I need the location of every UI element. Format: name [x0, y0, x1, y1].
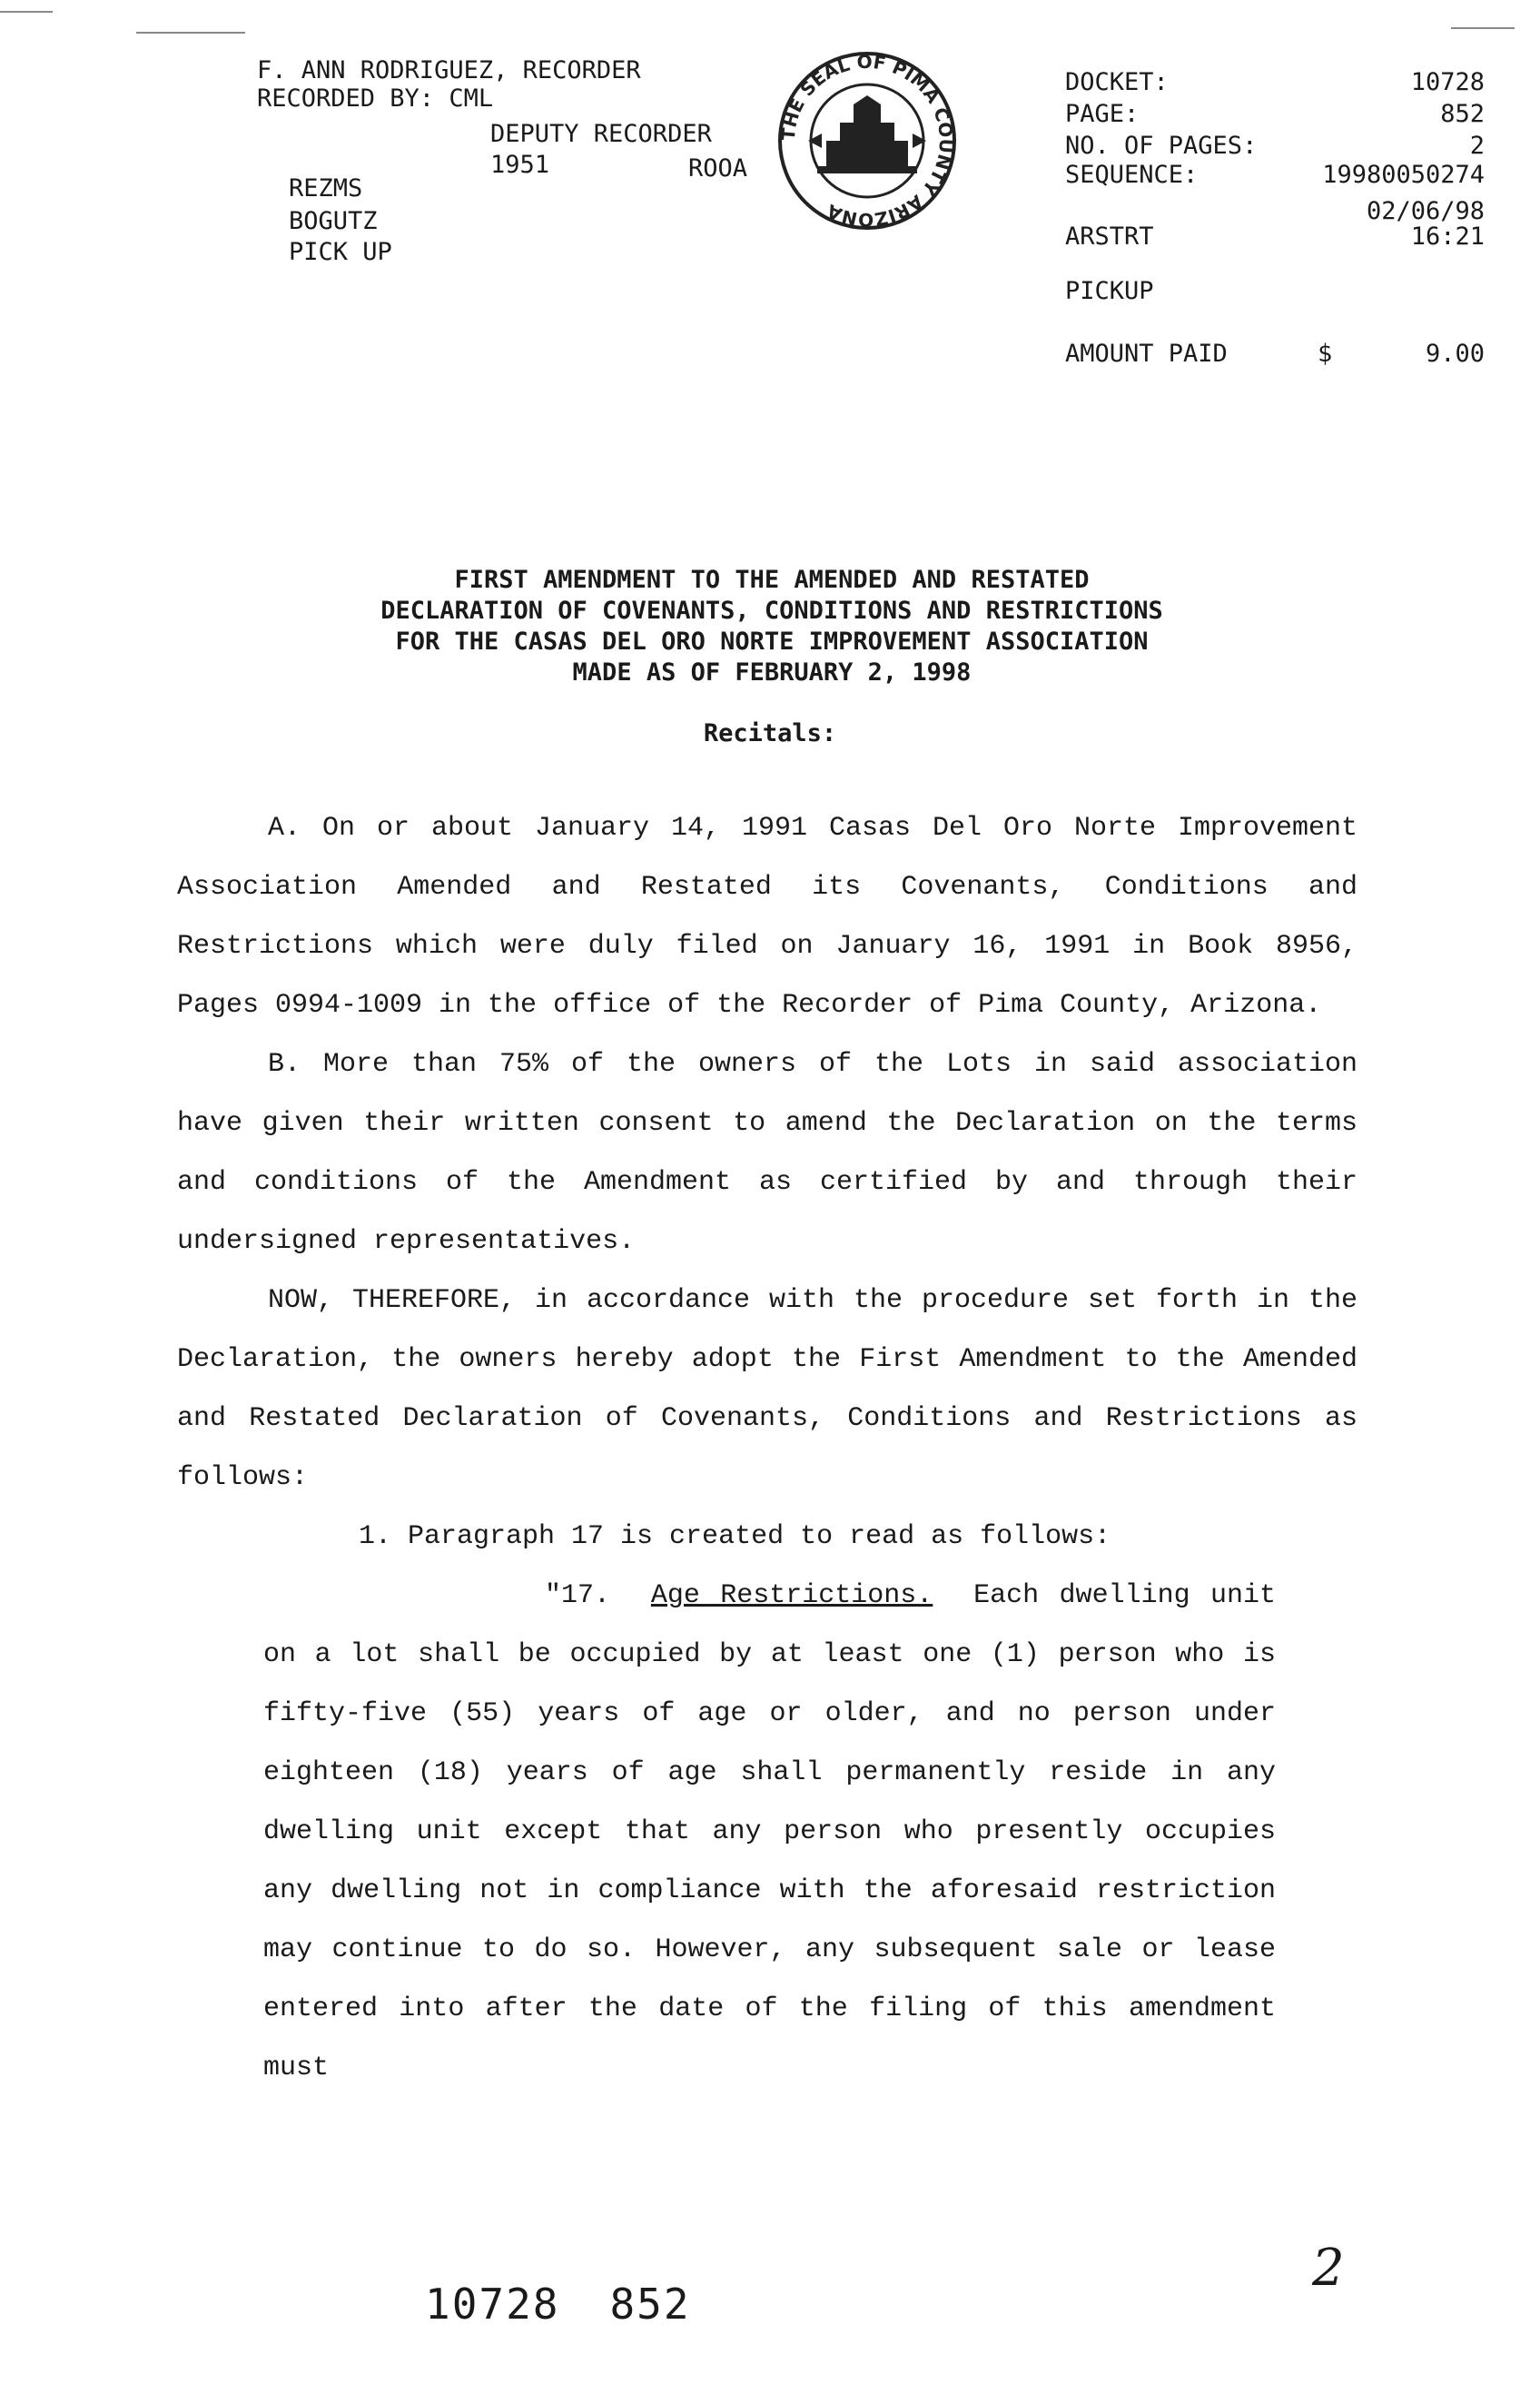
paragraph-17-text: Each dwelling unit on a lot shall be occupied by at least one (1) person who is fifty-five (55) years of age or older, and no person under eighteen (18) years of age shall permanently reside in any dwelling unit except that any person who presently occupies any dwelling not in compliance with the aforesaid restriction may continue to do so. However, any subsequent sale or lease entered into after the date of the filing of this amendment must — [263, 1580, 1277, 2083]
paragraph-17-number: "17. — [545, 1580, 611, 1611]
title-line: MADE AS OF FEBRUARY 2, 1998 — [572, 658, 972, 687]
note-line-1: REZMS — [289, 174, 363, 203]
recitals-heading: Recitals: — [703, 719, 837, 747]
pickup-label: PICKUP — [1065, 277, 1154, 305]
record-type: ARSTRT — [1065, 223, 1154, 251]
title-line: FOR THE CASAS DEL ORO NORTE IMPROVEMENT ASSOCIATION — [395, 628, 1149, 656]
document-body — [177, 799, 1357, 2098]
docket-label: DOCKET: — [1065, 68, 1169, 96]
footer-page: 852 — [609, 2280, 691, 2329]
paragraph-17-heading: Age Restrictions. — [650, 1580, 933, 1611]
sequence-value: 19980050274 — [1322, 161, 1485, 189]
note-line-3: PICK UP — [289, 238, 392, 266]
title-line: DECLARATION OF COVENANTS, CONDITIONS AND RESTRICTIONS — [380, 597, 1163, 625]
paragraph-b: B. More than 75% of the owners of the Lots in said association have given their written consent to amend the Declaration on the terms and conditions of the Amendment as certified by and through their undersigned representatives. — [177, 1049, 1357, 1257]
scan-mark — [136, 32, 245, 34]
paragraph-17 — [263, 1567, 1276, 2098]
document-title — [173, 565, 1371, 688]
pages-value: 2 — [1469, 132, 1485, 160]
scan-mark — [1451, 27, 1515, 29]
footer-docket-page — [425, 2280, 741, 2329]
item-1: 1. Paragraph 17 is created to read as follows: — [359, 1521, 1111, 1552]
pages-label: NO. OF PAGES: — [1065, 132, 1258, 160]
recorder-name: F. ANN RODRIGUEZ, RECORDER — [257, 56, 641, 84]
recording-time: 16:21 — [1410, 223, 1485, 251]
handwritten-page-number: 2 — [1312, 2239, 1345, 2298]
deputy-recorder: DEPUTY RECORDER — [490, 120, 712, 148]
docket-value: 10728 — [1410, 68, 1485, 96]
recorder-code-left: 1951 — [490, 151, 550, 179]
svg-text:THE SEAL OF PIMA COUNTY ARIZON: THE SEAL OF PIMA COUNTY ARIZONA — [776, 50, 958, 232]
recording-date: 02/06/98 — [1366, 197, 1485, 225]
recorder-code-right: ROOA — [688, 154, 748, 183]
sequence-label: SEQUENCE: — [1065, 161, 1199, 189]
scan-mark — [0, 11, 53, 13]
amount-value: 9.00 — [1425, 340, 1485, 368]
amount-label: AMOUNT PAID — [1065, 340, 1228, 368]
footer-docket: 10728 — [425, 2280, 560, 2329]
recorded-by: RECORDED BY: CML — [257, 84, 494, 113]
page-value: 852 — [1440, 100, 1485, 128]
county-seal-icon — [776, 50, 958, 232]
currency-symbol: $ — [1318, 340, 1333, 368]
page-label: PAGE: — [1065, 100, 1140, 128]
note-line-2: BOGUTZ — [289, 207, 378, 235]
title-line: FIRST AMENDMENT TO THE AMENDED AND RESTATED — [454, 566, 1090, 594]
paragraph-a: A. On or about January 14, 1991 Casas Del Oro Norte Improvement Association Amended and Restated its Covenants, Conditions and Restrictions which were duly filed on January 16, 1991 in Book 8956, Pages 0994-1009 in the office of the Recorder of Pima County, Arizona. — [177, 813, 1357, 1021]
paragraph-now: NOW, THEREFORE, in accordance with the procedure set forth in the Declaration, the owners hereby adopt the First Amendment to the Amended and Restated Declaration of Covenants, Conditions and Restrictions as follows: — [177, 1285, 1357, 1493]
